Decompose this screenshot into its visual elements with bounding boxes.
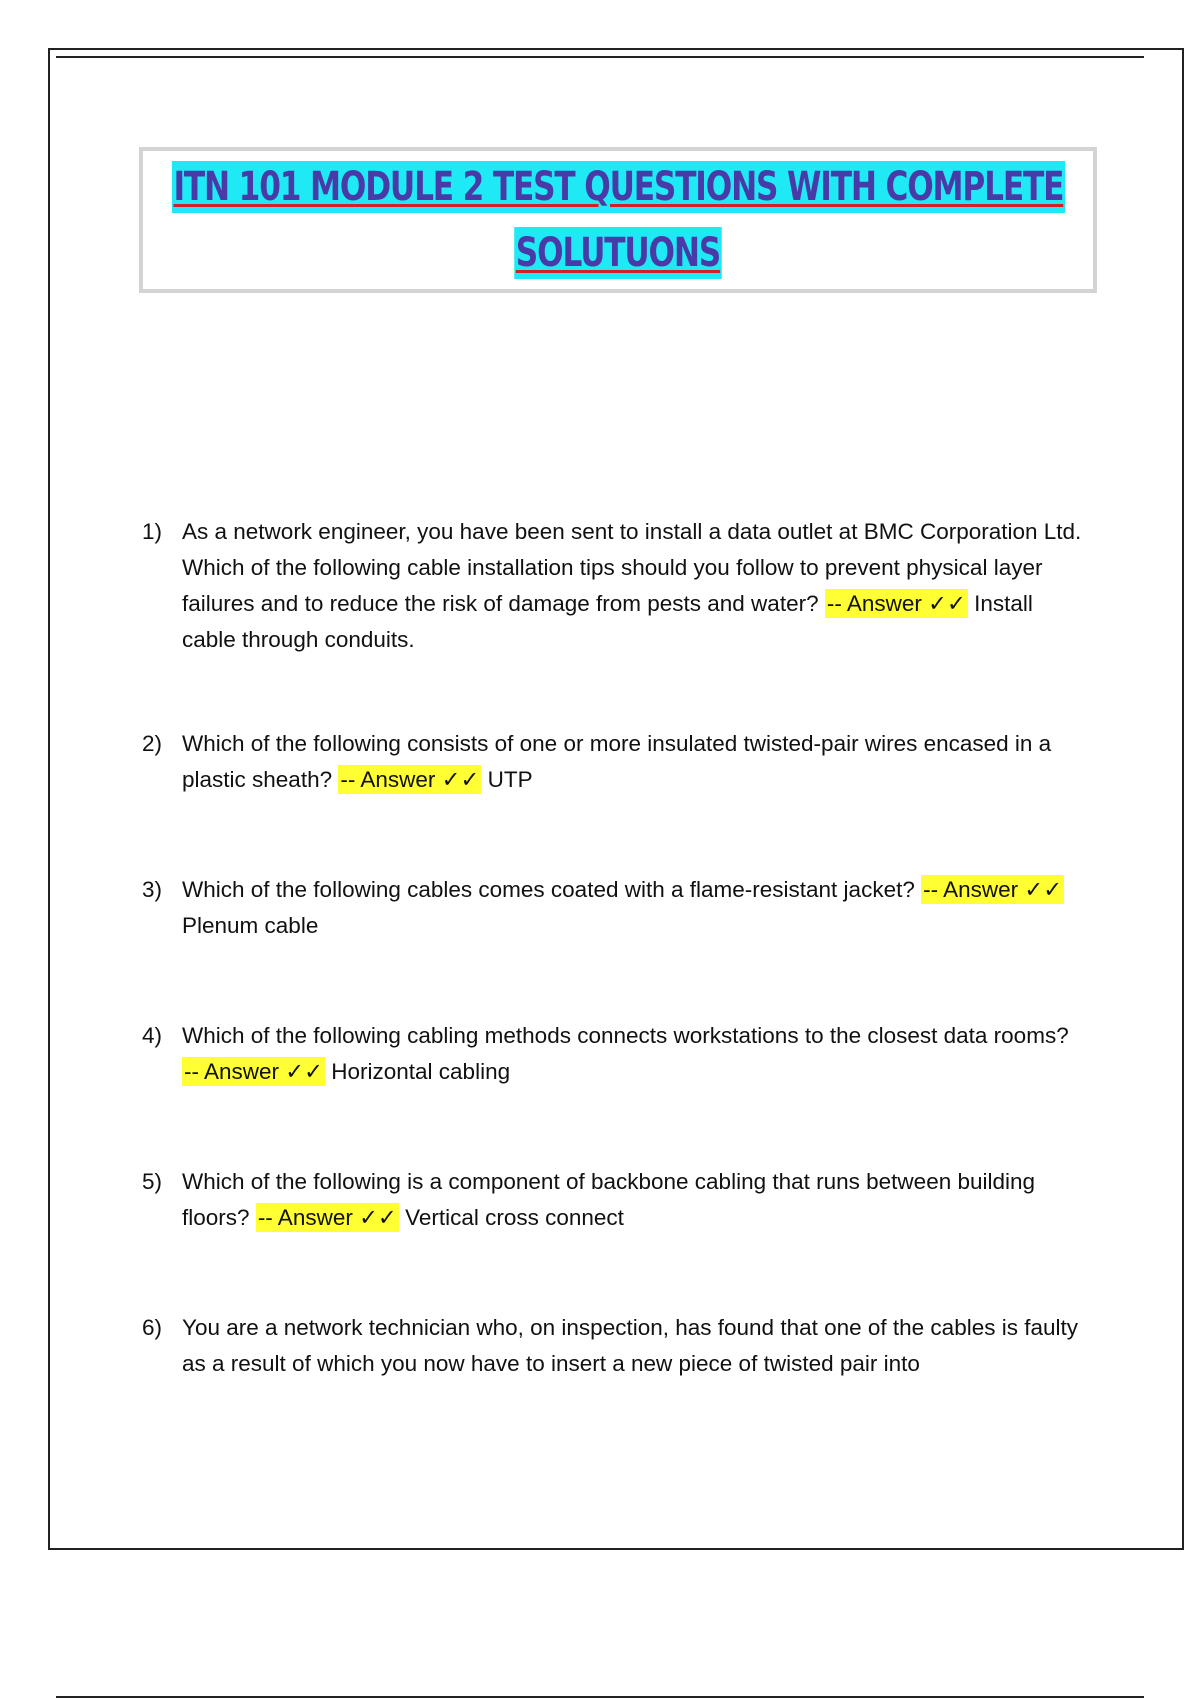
answer-marker: -- Answer ✓✓: [340, 767, 480, 792]
document-title-line-1: ITN 101 MODULE 2 TEST QUESTIONS WITH COMPLETE: [172, 161, 1065, 213]
question-number: 3): [142, 877, 163, 902]
answer-text: Plenum cable: [182, 913, 319, 938]
question-number: 1): [142, 519, 163, 544]
question-text: You are a network technician who, on inspection, has found that one of the cables is faulty as a result of which you now have to insert a new piece of twisted pair into: [182, 1315, 1079, 1376]
question-number: 5): [142, 1169, 163, 1194]
question-item-6: [142, 1310, 1082, 1382]
question-item-4: [142, 1018, 1082, 1090]
answer-text: UTP: [487, 767, 533, 792]
answer-marker: -- Answer ✓✓: [923, 877, 1063, 902]
question-number: 6): [142, 1315, 163, 1340]
answer-text: Horizontal cabling: [331, 1059, 511, 1084]
answer-marker: -- Answer ✓✓: [184, 1059, 323, 1084]
question-number: 2): [142, 731, 163, 756]
question-item-3: [142, 872, 1082, 944]
question-text: As a network engineer, you have been sent to install a data outlet at BMC Corporation Ltd. Which of the following cable installation tips should you follow to prevent physical layer failures and to reduce the risk of damage from pests and water?: [182, 519, 1082, 616]
title-box: [139, 147, 1097, 293]
question-number: 4): [142, 1023, 163, 1048]
answer-text: Vertical cross connect: [405, 1205, 624, 1230]
question-item-5: [142, 1164, 1082, 1236]
question-text: Which of the following cabling methods connects workstations to the closest data rooms?: [182, 1023, 1069, 1048]
document-title-line-2: SOLUTUONS: [514, 227, 721, 279]
question-item-1: [142, 514, 1082, 658]
answer-text: Install cable through conduits.: [182, 591, 1033, 652]
question-item-2: [142, 726, 1082, 798]
answer-marker: -- Answer ✓✓: [826, 591, 966, 616]
answer-marker: -- Answer ✓✓: [257, 1205, 397, 1230]
question-list: [142, 514, 1082, 1382]
top-rule: [56, 56, 1144, 58]
question-text: Which of the following consists of one or more insulated twisted-pair wires encased in a plastic sheath?: [182, 731, 1052, 792]
question-text: Which of the following cables comes coated with a flame-resistant jacket?: [182, 877, 915, 902]
bottom-rule: [56, 1696, 1144, 1698]
question-text: Which of the following is a component of backbone cabling that runs between building floors?: [182, 1169, 1036, 1230]
